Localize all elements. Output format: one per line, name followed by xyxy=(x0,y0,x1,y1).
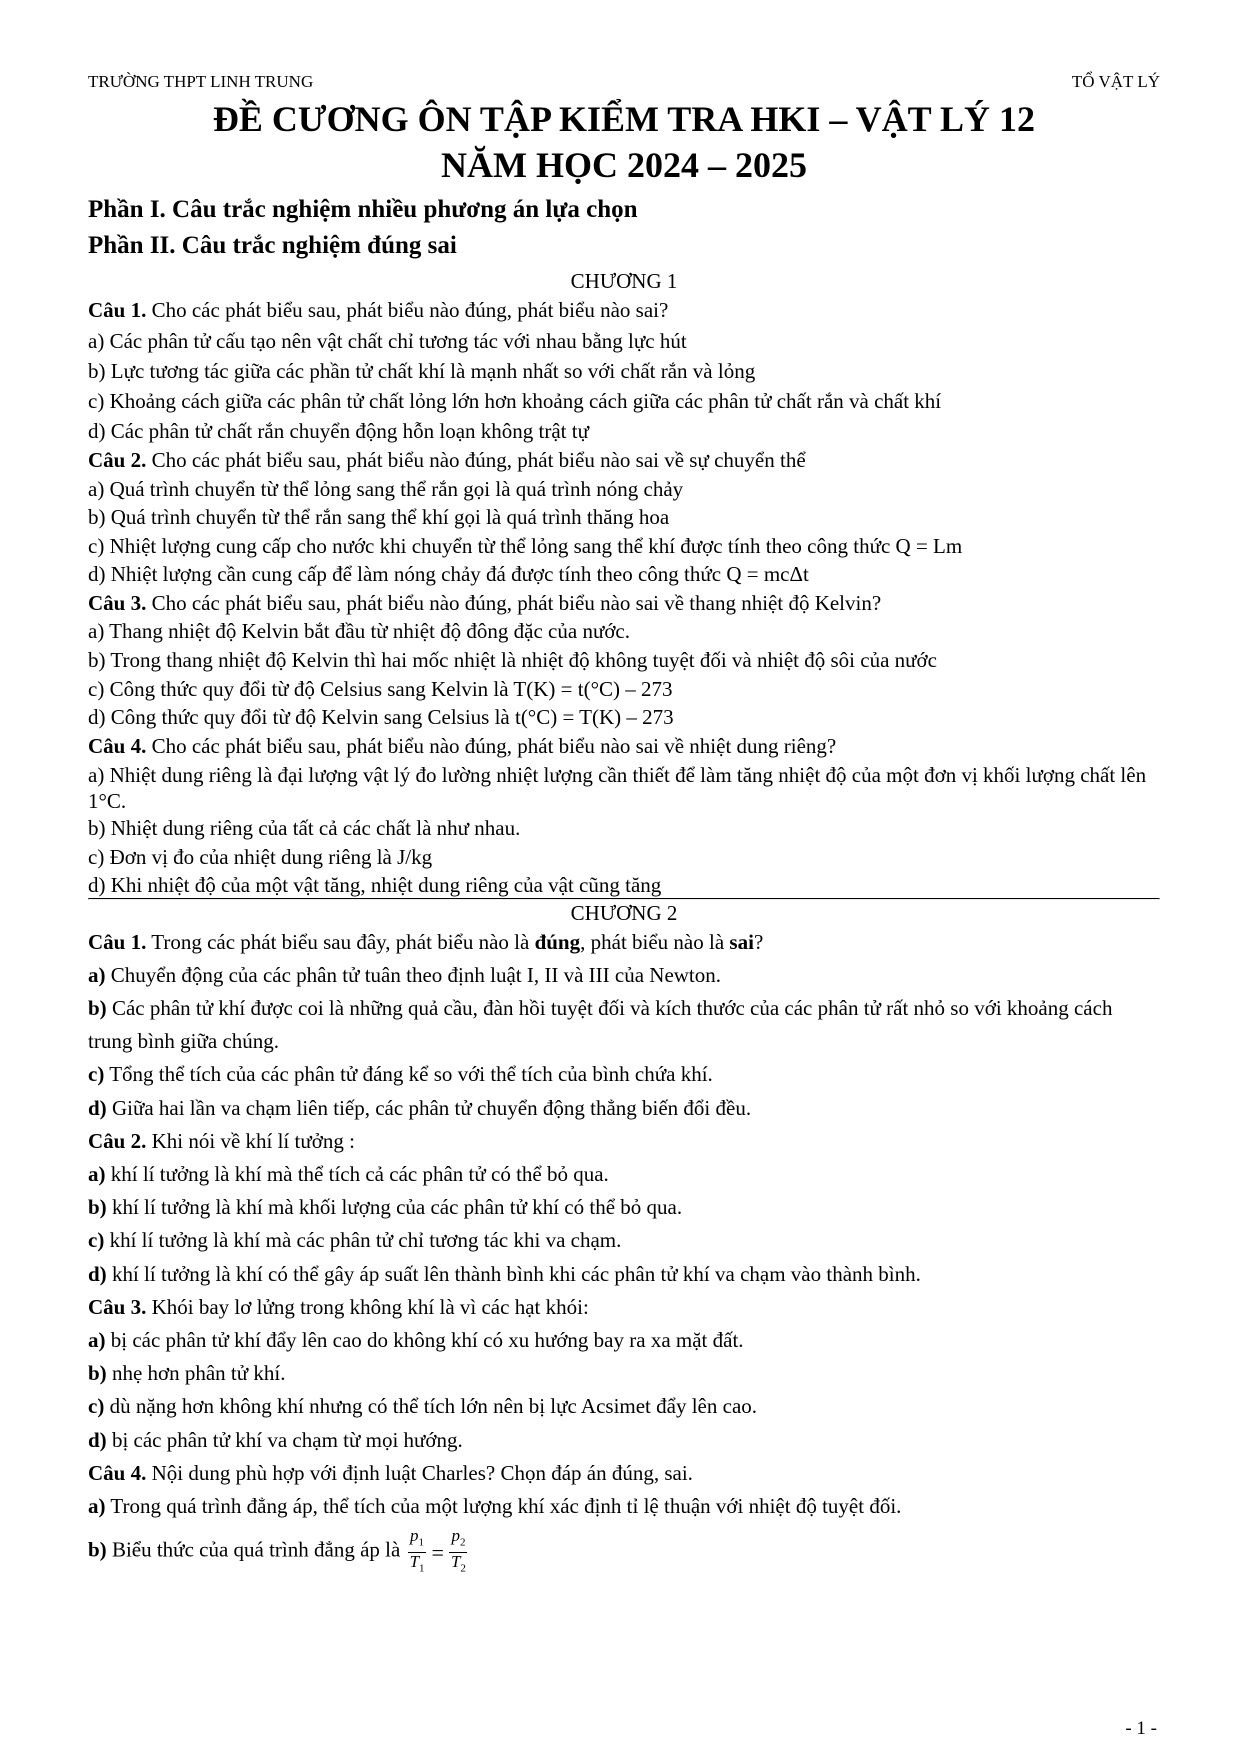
title-line-1: ĐỀ CƯƠNG ÔN TẬP KIỂM TRA HKI – VẬT LÝ 12 xyxy=(212,99,1036,139)
part-1-heading: Phần I. Câu trắc nghiệm nhiều phương án lựa chọn xyxy=(88,196,638,223)
answer-option: b) Biểu thức của quá trình đẳng áp là $\frac{p_1}{T_1}$ = $\frac{p_2}{T_2}$ xyxy=(88,1527,1160,1577)
chapter-2-section xyxy=(88,926,1160,1577)
chapter-1-section-continued xyxy=(88,446,1160,898)
answer-option: b) Các phân tử khí được coi là những quả cầu, đàn hồi tuyệt đối và kích thước của các phân tử rất nhỏ so với khoảng cách trung bình giữa chúng. xyxy=(88,996,1113,1054)
page-header xyxy=(88,72,1160,96)
answer-option: d) Giữa hai lần va chạm liên tiếp, các phân tử chuyển động thẳng biến đổi đều. xyxy=(88,1095,752,1120)
question-stem: Câu 3. Khói bay lơ lửng trong không khí là vì các hạt khói: xyxy=(88,1294,589,1319)
question-label: Câu 3. xyxy=(88,1294,147,1319)
question-stem: Câu 3. Cho các phát biểu sau, phát biểu nào đúng, phát biểu nào sai về thang nhiệt độ Kelvin? xyxy=(88,590,882,615)
answer-option: a) Chuyển động của các phân tử tuân theo định luật I, II và III của Newton. xyxy=(88,962,722,987)
department-name: TỔ VẬT LÝ xyxy=(1071,72,1160,91)
answer-option: c) dù nặng hơn không khí nhưng có thể tích lớn nên bị lực Acsimet đẩy lên cao. xyxy=(88,1394,758,1419)
answer-option: b) Quá trình chuyển từ thể rắn sang thể khí gọi là quá trình thăng hoa xyxy=(88,505,670,530)
document-page xyxy=(88,72,1160,1577)
answer-option: c) khí lí tưởng là khí mà các phân tử chỉ tương tác khi va chạm. xyxy=(88,1228,622,1253)
answer-option: b) khí lí tưởng là khí mà khối lượng của các phân tử khí có thể bỏ qua. xyxy=(88,1195,683,1220)
question-stem: Câu 4. Nội dung phù hợp với định luật Charles? Chọn đáp án đúng, sai. xyxy=(88,1460,693,1485)
question-stem: Câu 2. Khi nói về khí lí tưởng : xyxy=(88,1128,355,1153)
fraction-p2-over-t2: $\frac{p_2}{T_2}$ xyxy=(450,1526,466,1575)
question-stem: Câu 1. Trong các phát biểu sau đây, phát biểu nào là đúng, phát biểu nào là sai? xyxy=(88,929,764,954)
chapter-2-heading: CHƯƠNG 2 xyxy=(570,900,678,925)
answer-option: b) Nhiệt dung riêng của tất cả các chất là như nhau. xyxy=(88,816,521,841)
question-label: Câu 4. xyxy=(88,1460,147,1485)
equals-sign: = xyxy=(431,1539,444,1565)
answer-option: b) Trong thang nhiệt độ Kelvin thì hai mốc nhiệt là nhiệt độ không tuyệt đối và nhiệt độ sôi của nước xyxy=(88,648,937,673)
answer-option: a) Các phân tử cấu tạo nên vật chất chỉ tương tác với nhau bằng lực hút xyxy=(88,328,687,353)
chapter-1-heading: CHƯƠNG 1 xyxy=(570,269,678,293)
answer-option: d) Nhiệt lượng cần cung cấp để làm nóng chảy đá được tính theo công thức Q = mcΔt xyxy=(88,562,809,587)
question-stem: Câu 2. Cho các phát biểu sau, phát biểu nào đúng, phát biểu nào sai về sự chuyển thể xyxy=(88,447,806,472)
answer-option: a) bị các phân tử khí đẩy lên cao do không khí có xu hướng bay ra xa mặt đất. xyxy=(88,1328,744,1353)
answer-option: a) Thang nhiệt độ Kelvin bắt đầu từ nhiệt độ đông đặc của nước. xyxy=(88,619,631,644)
answer-option: d) Khi nhiệt độ của một vật tăng, nhiệt dung riêng của vật cũng tăng xyxy=(88,872,662,897)
answer-option: d) Các phân tử chất rắn chuyển động hỗn loạn không trật tự xyxy=(88,418,589,443)
answer-option: d) bị các phân tử khí va chạm từ mọi hướng. xyxy=(88,1427,463,1452)
answer-option: d) Công thức quy đổi từ độ Kelvin sang Celsius là t(°C) = T(K) – 273 xyxy=(88,705,674,730)
question-stem: Câu 4. Cho các phát biểu sau, phát biểu nào đúng, phát biểu nào sai về nhiệt dung riêng? xyxy=(88,733,837,758)
answer-option: c) Khoảng cách giữa các phân tử chất lỏng lớn hơn khoảng cách giữa các phân tử chất rắn và chất khí xyxy=(88,388,942,413)
answer-option: b) Lực tương tác giữa các phần tử chất khí là mạnh nhất so với chất rắn và lỏng xyxy=(88,358,756,383)
question-label: Câu 3. xyxy=(88,590,147,615)
question-label: Câu 4. xyxy=(88,733,147,758)
school-name: TRƯỜNG THPT LINH TRUNG xyxy=(88,72,314,91)
question-label: Câu 1. xyxy=(88,929,147,954)
answer-option: c) Đơn vị đo của nhiệt dung riêng là J/kg xyxy=(88,845,433,870)
answer-option: a) khí lí tưởng là khí mà thể tích cả các phân tử có thể bỏ qua. xyxy=(88,1162,609,1187)
answer-option: c) Tổng thể tích của các phân tử đáng kể so với thể tích của bình chứa khí. xyxy=(88,1062,713,1087)
answer-option: b) nhẹ hơn phân tử khí. xyxy=(88,1361,286,1386)
answer-option: a) Nhiệt dung riêng là đại lượng vật lý đo lường nhiệt lượng cần thiết để làm tăng nhiệt độ của một đơn vị khối lượng chất lên 1°C. xyxy=(88,763,1147,814)
question-label: Câu 1. xyxy=(88,298,147,322)
page-number: - 1 - xyxy=(1125,1718,1157,1739)
question-stem: Câu 1. Cho các phát biểu sau, phát biểu nào đúng, phát biểu nào sai? xyxy=(88,298,669,322)
answer-option: c) Công thức quy đổi từ độ Celsius sang Kelvin là T(K) = t(°C) – 273 xyxy=(88,676,673,701)
answer-option: a) Trong quá trình đẳng áp, thể tích của một lượng khí xác định tỉ lệ thuận với nhiệt độ tuyệt đối. xyxy=(88,1494,902,1519)
fraction-p1-over-t1: $\frac{p_1}{T_1}$ xyxy=(409,1526,425,1575)
title-line-2: NĂM HỌC 2024 – 2025 xyxy=(441,145,807,185)
document-title xyxy=(88,96,1160,188)
question-label: Câu 2. xyxy=(88,1128,147,1153)
question-label: Câu 2. xyxy=(88,447,147,472)
answer-option: c) Nhiệt lượng cung cấp cho nước khi chuyển từ thể lỏng sang thể khí được tính theo công thức Q = Lm xyxy=(88,533,963,558)
chapter-1-section xyxy=(88,296,1160,446)
answer-option: d) khí lí tưởng là khí có thể gây áp suất lên thành bình khi các phân tử khí va chạm vào thành bình. xyxy=(88,1261,921,1286)
part-2-heading: Phần II. Câu trắc nghiệm đúng sai xyxy=(88,232,457,259)
answer-option: a) Quá trình chuyển từ thể lỏng sang thể rắn gọi là quá trình nóng chảy xyxy=(88,476,684,501)
